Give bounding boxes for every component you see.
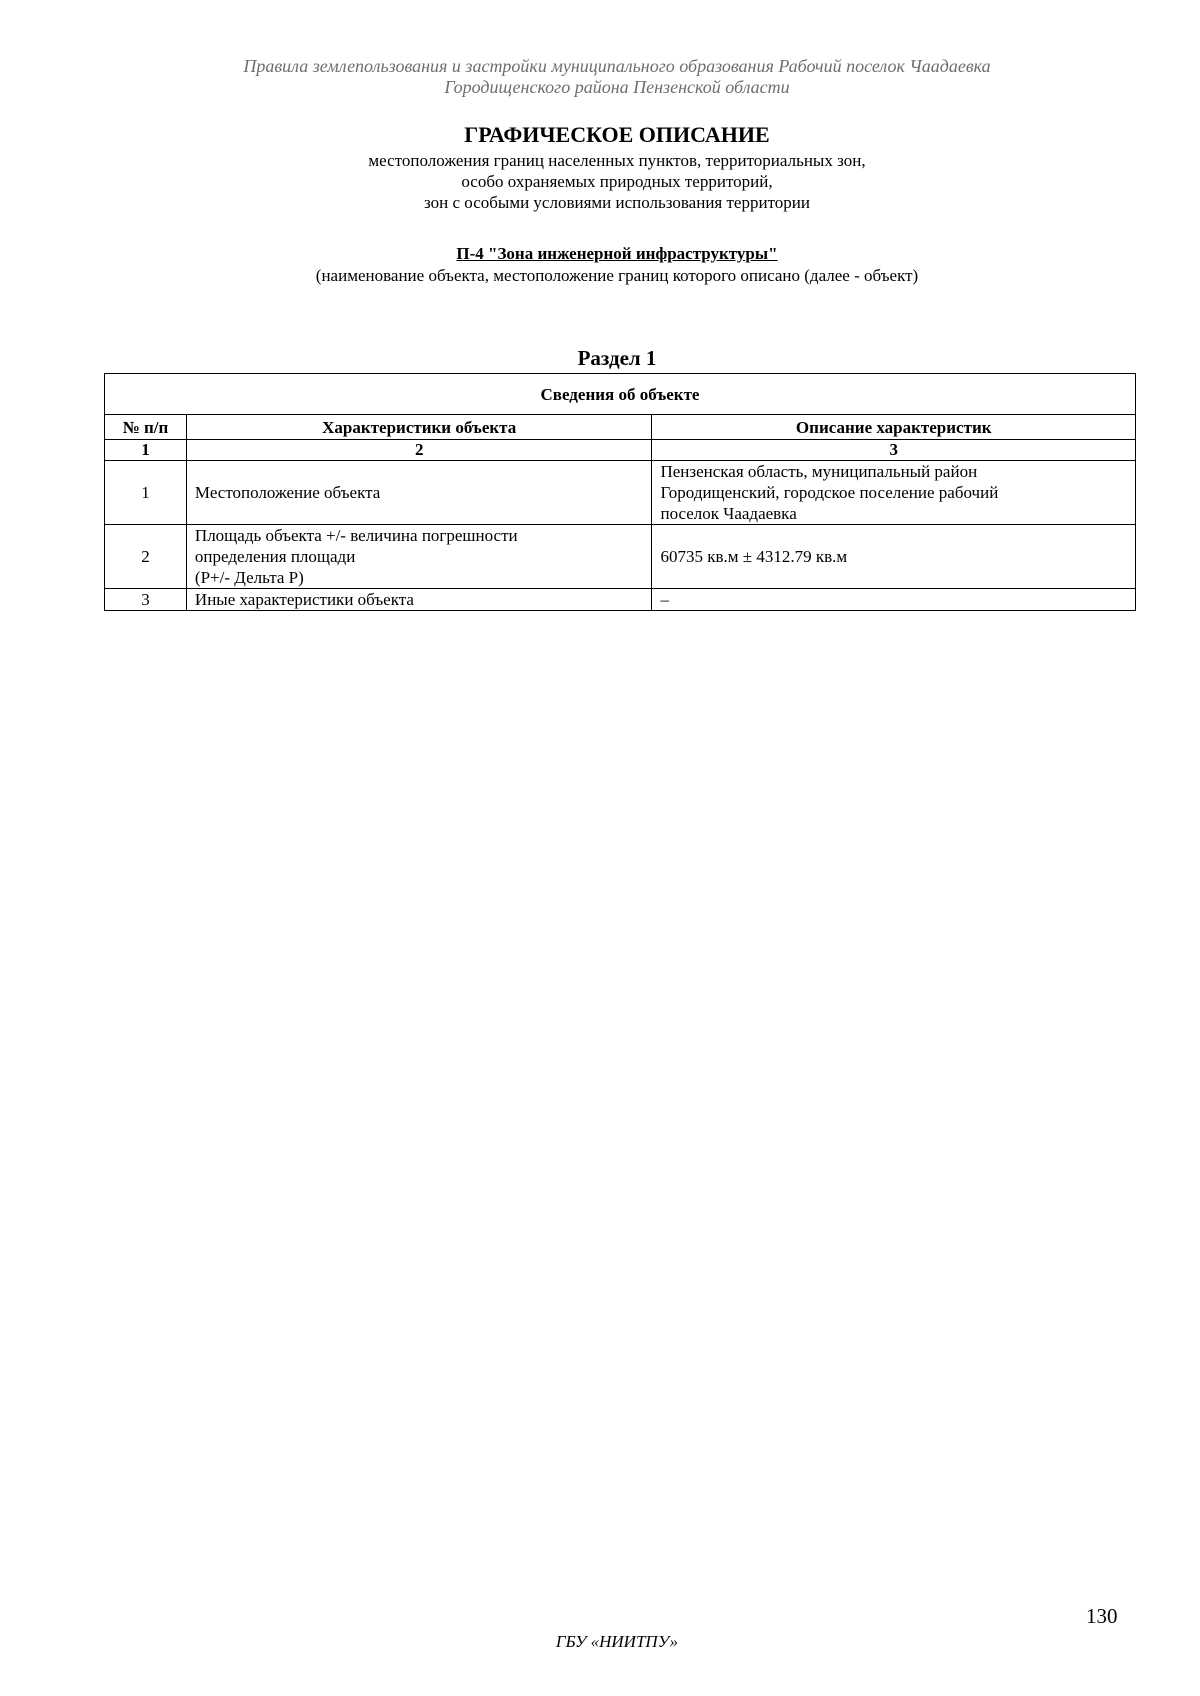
subtitle-line-1: местоположения границ населенных пунктов, территориальных зон, [368, 151, 866, 170]
header-description: Описание характеристик [652, 415, 1136, 440]
subtitle-line-3: зон с особыми условиями использования территории [424, 193, 810, 212]
header-line-2: Городищенского района Пензенской области [444, 77, 790, 97]
document-subtitle [0, 150, 1200, 213]
row-description [652, 589, 1136, 611]
description-line: поселок Чаадаевка [660, 504, 797, 523]
table-row [105, 589, 1136, 611]
header-line-1: Правила землепользования и застройки муниципального образования Рабочий поселок Чаадаевка [243, 56, 991, 76]
table-row [105, 525, 1136, 589]
page-number: 130 [1086, 1604, 1118, 1628]
column-number-1: 1 [105, 440, 187, 461]
table-caption-row [105, 374, 1136, 415]
characteristic-line: определения площади [194, 547, 356, 566]
object-info-table [104, 373, 1136, 611]
description-line: – [660, 590, 669, 609]
subtitle-line-2: особо охраняемых природных территорий, [461, 172, 773, 191]
description-line: Пензенская область, муниципальный район [660, 462, 978, 481]
description-line: 60735 кв.м ± 4312.79 кв.м [660, 547, 848, 566]
description-line: Городищенский, городское поселение рабочий [660, 483, 999, 502]
object-name [0, 244, 1200, 264]
column-number-3: 3 [652, 440, 1136, 461]
document-header [0, 56, 1200, 98]
header-num: № п/п [105, 415, 187, 440]
characteristic-line: Площадь объекта +/- величина погрешности [194, 526, 518, 545]
column-number-2: 2 [186, 440, 652, 461]
row-description [652, 461, 1136, 525]
table-row [105, 461, 1136, 525]
characteristic-line: Местоположение объекта [194, 483, 381, 502]
header-characteristic: Характеристики объекта [186, 415, 652, 440]
row-description [652, 525, 1136, 589]
row-num: 2 [105, 525, 187, 589]
object-name-text: П-4 "Зона инженерной инфраструктуры" [456, 244, 778, 263]
table-caption: Сведения об объекте [105, 374, 1136, 415]
row-characteristic [186, 589, 652, 611]
characteristic-line: (P+/- Дельта P) [194, 568, 304, 587]
row-num: 1 [105, 461, 187, 525]
table-column-numbers-row [105, 440, 1136, 461]
row-characteristic [186, 525, 652, 589]
row-characteristic [186, 461, 652, 525]
table-header-row [105, 415, 1136, 440]
document-title: ГРАФИЧЕСКОЕ ОПИСАНИЕ [464, 122, 770, 147]
document-footer: ГБУ «НИИТПУ» [555, 1632, 679, 1651]
row-num: 3 [105, 589, 187, 611]
object-caption: (наименование объекта, местоположение границ которого описано (далее - объект) [315, 266, 919, 285]
section-title: Раздел 1 [577, 346, 657, 370]
characteristic-line: Иные характеристики объекта [194, 590, 414, 609]
